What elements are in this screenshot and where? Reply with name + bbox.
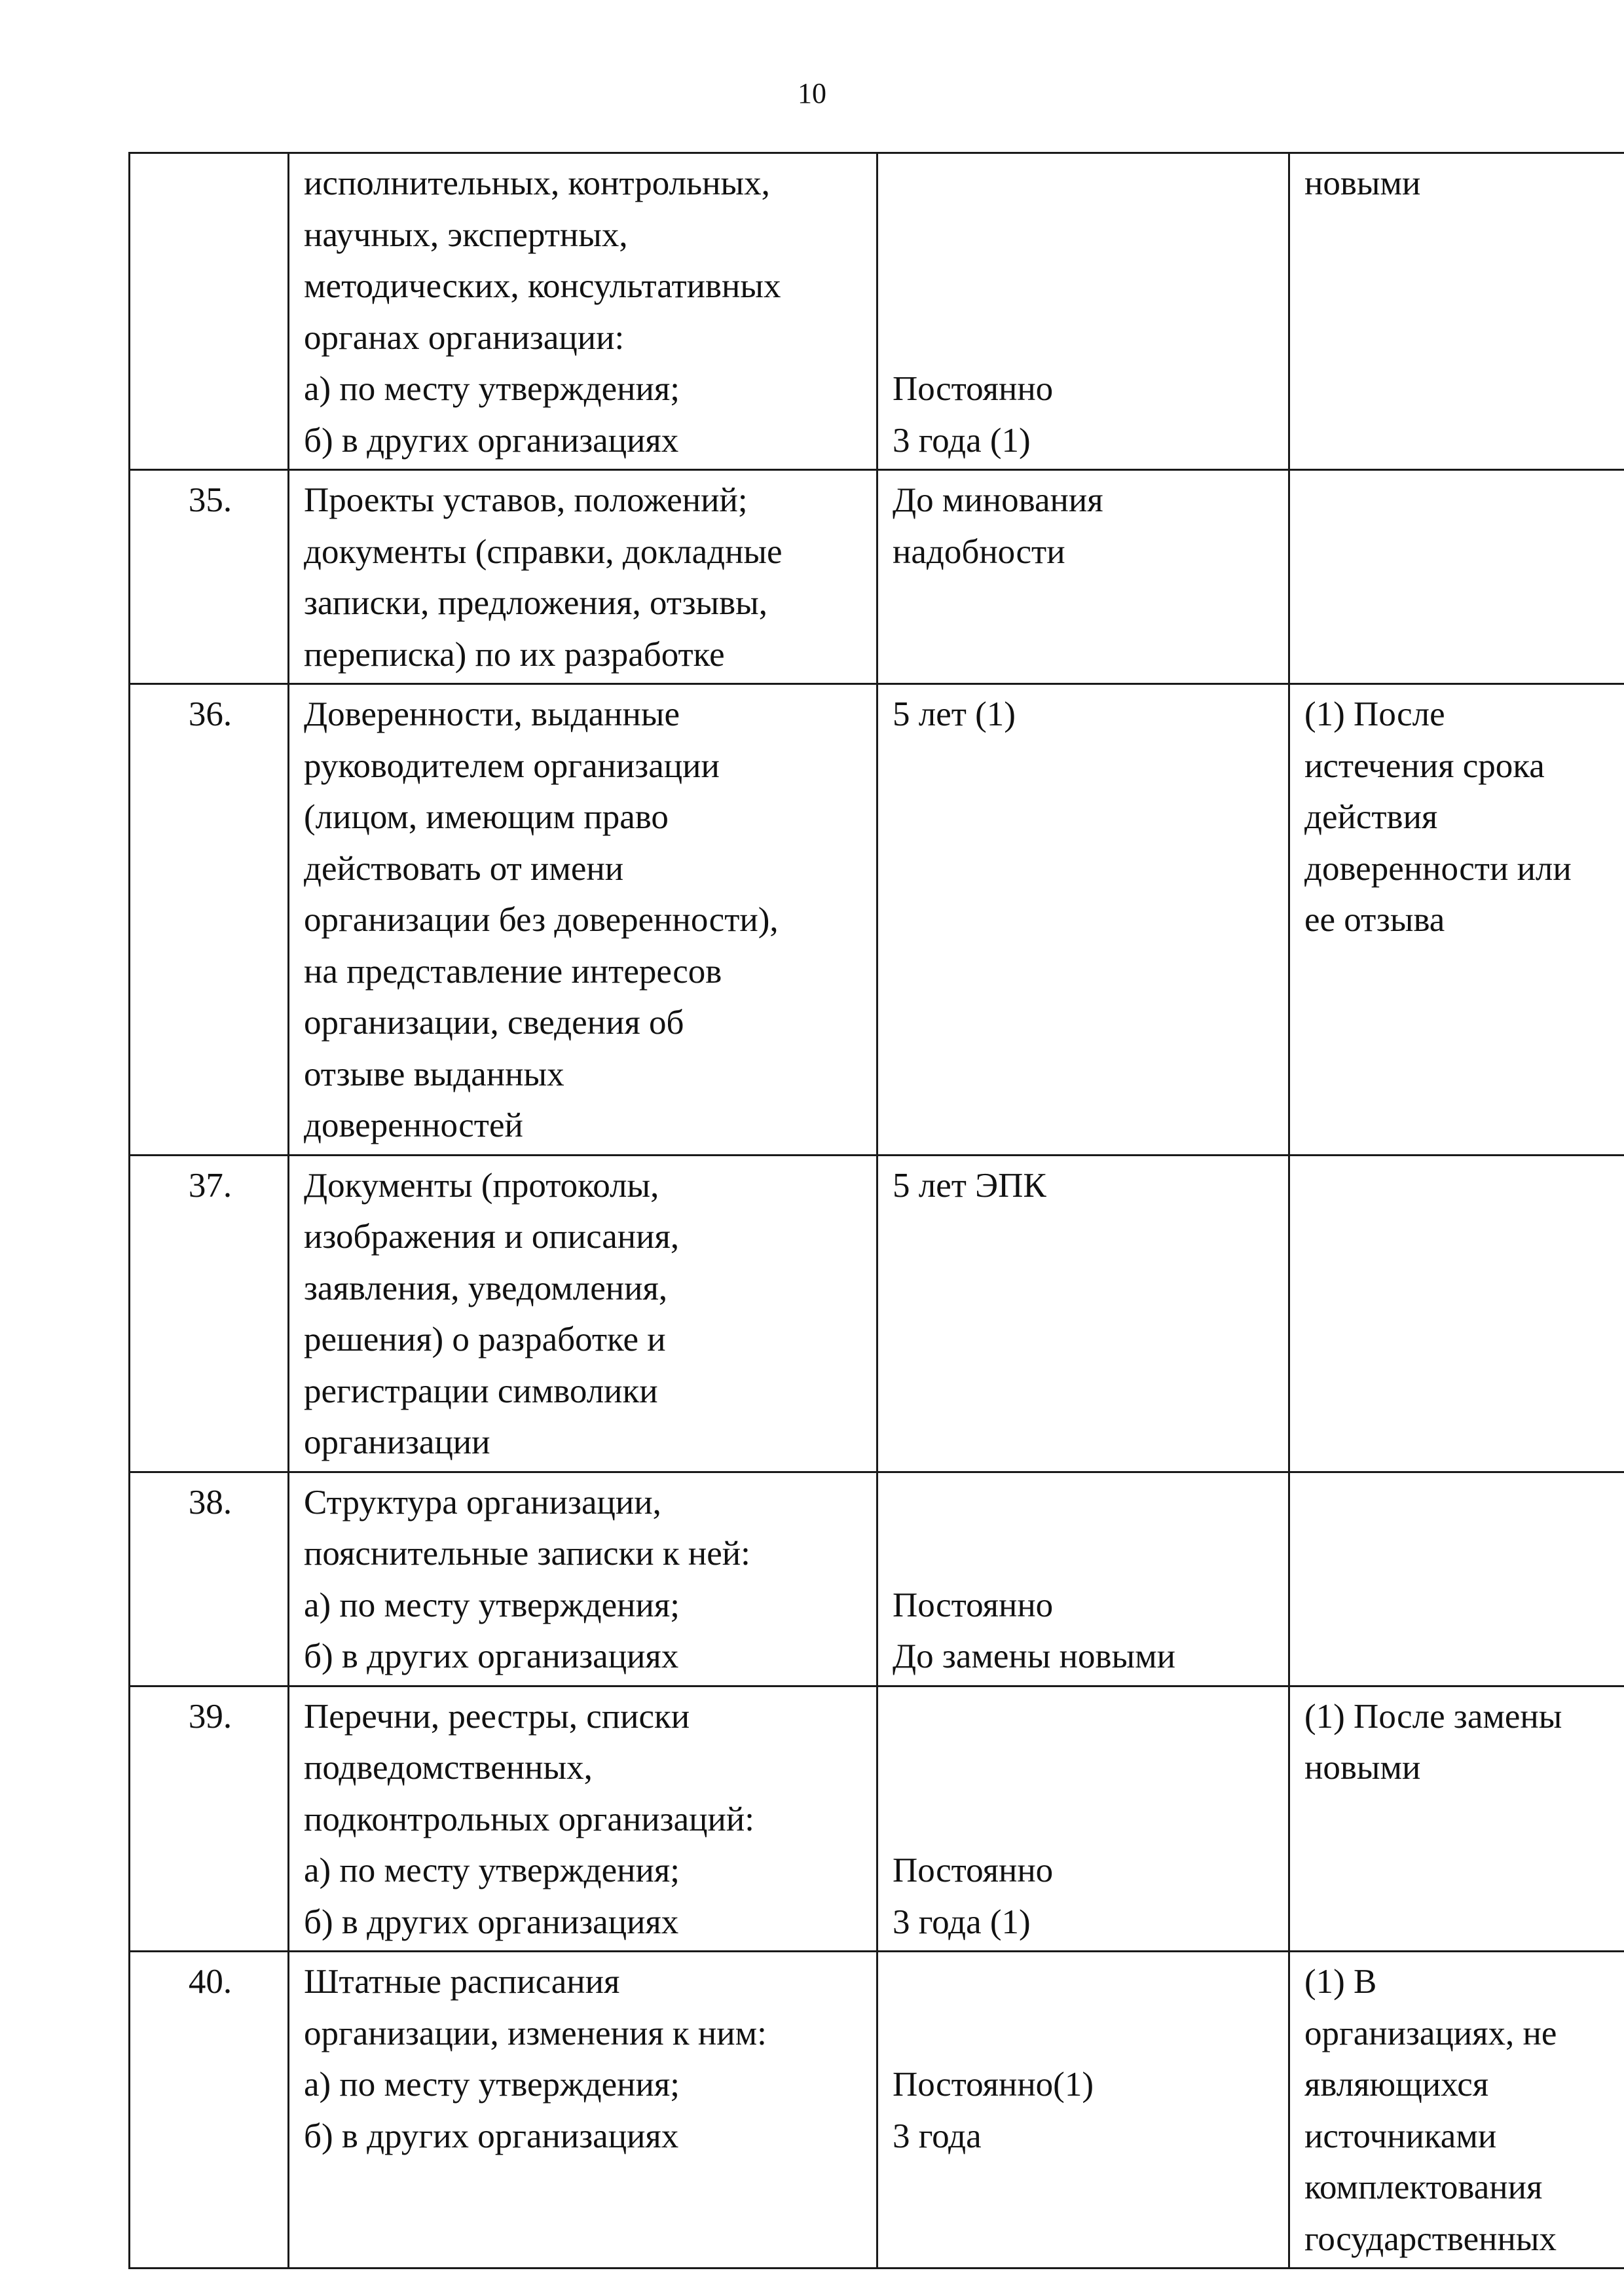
document-type-cell (289, 1952, 877, 2269)
retention-term-cell-line: Постоянно(1) (893, 2066, 1094, 2104)
document-type-cell-line: а) по месту утверждения; (304, 1586, 680, 1624)
retention-term-cell-line: Постоянно (893, 370, 1054, 408)
table-row (130, 1686, 1624, 1952)
retention-term-cell-line (893, 261, 1276, 312)
note-cell (1289, 1686, 1624, 1952)
note-cell (1289, 1155, 1624, 1472)
retention-term-cell (877, 1155, 1289, 1472)
item-number-cell: 36. (130, 684, 289, 1156)
document-type-cell-line (304, 2162, 864, 2214)
document-type-cell-line: Штатные расписания (304, 1963, 620, 2001)
document-type-cell-line: б) в других организациях (304, 1637, 679, 1675)
document-type-cell-line: переписка) по их разработке (304, 635, 725, 674)
item-number-cell: 35. (130, 470, 289, 684)
document-type-cell-line: органах организации: (304, 318, 625, 357)
document-type-cell (289, 1686, 877, 1952)
document-type-cell-line: Документы (протоколы, (304, 1166, 659, 1205)
document-type-cell-line: б) в других организациях (304, 1903, 679, 1941)
note-cell (1289, 684, 1624, 1156)
note-cell-line: (1) После замены (1304, 1697, 1562, 1736)
document-type-cell-line: организации, сведения об (304, 1004, 684, 1042)
document-type-cell-line: действовать от имени (304, 849, 624, 888)
item-number-cell (130, 153, 289, 470)
retention-term-cell-line (893, 1691, 1276, 1743)
table-row (130, 470, 1624, 684)
document-type-cell-line: б) в других организациях (304, 421, 679, 460)
retention-term-cell-line (893, 210, 1276, 261)
note-cell-line: организациях, не (1304, 2014, 1557, 2052)
document-type-cell (289, 470, 877, 684)
document-type-cell-line: организации без доверенности), (304, 901, 779, 939)
document-type-cell-line: решения) о разработке и (304, 1321, 666, 1358)
note-cell-line: (1) После (1304, 695, 1445, 733)
document-type-cell-line: а) по месту утверждения; (304, 2066, 680, 2104)
document-type-cell-line: б) в других организациях (304, 2117, 679, 2155)
document-type-cell-line: Проекты уставов, положений; (304, 481, 748, 519)
retention-table (128, 152, 1624, 2269)
document-type-cell-line: а) по месту утверждения; (304, 370, 680, 408)
note-cell-line: комплектования (1304, 2168, 1543, 2206)
document-type-cell-line: на представление интересов (304, 952, 722, 991)
document-type-cell-line: пояснительные записки к ней: (304, 1535, 750, 1573)
note-cell-line: доверенности или (1304, 849, 1572, 888)
retention-term-cell-line (893, 1477, 1276, 1529)
document-type-cell-line: подведомственных, (304, 1749, 593, 1787)
retention-term-cell-line: надобности (893, 532, 1065, 571)
document-type-cell-line: Доверенности, выданные (304, 695, 680, 733)
document-type-cell-line: отзыве выданных (304, 1055, 564, 1093)
document-type-cell-line: документы (справки, докладные (304, 532, 783, 571)
retention-term-cell-line: 3 года (1) (893, 421, 1031, 460)
document-type-cell-line: руководителем организации (304, 746, 720, 785)
note-cell (1289, 153, 1624, 470)
note-cell (1289, 1952, 1624, 2269)
document-type-cell-line: Структура организации, (304, 1483, 661, 1522)
retention-term-cell (877, 1686, 1289, 1952)
document-type-cell-line: изображения и описания, (304, 1218, 680, 1256)
retention-term-cell-line: 3 года (893, 2117, 982, 2155)
document-type-cell-line: методических, консультативных (304, 267, 781, 305)
table-row (130, 153, 1624, 470)
table-row (130, 1472, 1624, 1686)
note-cell-line: государственных (1304, 2219, 1557, 2258)
retention-term-cell (877, 153, 1289, 470)
document-type-cell-line: организации, изменения к ним: (304, 2014, 767, 2052)
document-type-cell-line: заявления, уведомления, (304, 1269, 668, 1307)
item-number-cell: 40. (130, 1952, 289, 2269)
note-cell-line: новыми (1304, 164, 1421, 202)
document-type-cell-line: подконтрольных организаций: (304, 1800, 754, 1838)
retention-term-cell-line: 5 лет ЭПК (893, 1166, 1046, 1205)
document-type-cell-line (304, 2214, 864, 2265)
table-row (130, 1155, 1624, 1472)
note-cell-line: действия (1304, 798, 1438, 836)
table-row (130, 684, 1624, 1156)
retention-term-cell-line: Постоянно (893, 1851, 1054, 1889)
item-number-cell: 39. (130, 1686, 289, 1952)
note-cell-line: источниками (1304, 2117, 1497, 2155)
document-type-cell (289, 1155, 877, 1472)
document-type-cell-line: исполнительных, контрольных, (304, 164, 770, 202)
note-cell-line: истечения срока (1304, 746, 1545, 785)
retention-term-cell-line (893, 312, 1276, 364)
retention-term-cell-line: До минования (893, 481, 1103, 519)
document-type-cell-line: организации (304, 1423, 490, 1461)
page-number: 10 (798, 77, 826, 109)
retention-term-cell-line (893, 1528, 1276, 1580)
retention-term-cell (877, 470, 1289, 684)
document-type-cell-line: научных, экспертных, (304, 215, 628, 254)
note-cell-line: являющихся (1304, 2066, 1489, 2104)
document-type-cell-line: доверенностей (304, 1106, 523, 1144)
retention-term-cell-line (893, 2008, 1276, 2060)
document-type-cell-line: записки, предложения, отзывы, (304, 584, 767, 622)
retention-term-cell-line: Постоянно (893, 1586, 1054, 1624)
retention-term-cell (877, 684, 1289, 1156)
retention-term-cell-line: До замены новыми (893, 1637, 1176, 1675)
document-type-cell-line: (лицом, имеющим право (304, 798, 669, 836)
retention-term-cell-line (893, 158, 1276, 210)
retention-term-cell (877, 1952, 1289, 2269)
retention-term-cell (877, 1472, 1289, 1686)
document-type-cell-line: Перечни, реестры, списки (304, 1697, 690, 1736)
document-type-cell (289, 153, 877, 470)
retention-term-cell-line (893, 1794, 1276, 1846)
note-cell-line: новыми (1304, 1749, 1421, 1787)
document-type-cell-line: регистрации символики (304, 1372, 658, 1410)
document-type-cell-line: а) по месту утверждения; (304, 1851, 680, 1889)
table-row (130, 1952, 1624, 2269)
note-cell (1289, 470, 1624, 684)
item-number-cell: 37. (130, 1155, 289, 1472)
retention-term-cell-line (893, 1742, 1276, 1794)
document-type-cell (289, 684, 877, 1156)
note-cell (1289, 1472, 1624, 1686)
retention-term-cell-line: 5 лет (1) (893, 695, 1016, 733)
document-type-cell (289, 1472, 877, 1686)
item-number-cell: 38. (130, 1472, 289, 1686)
retention-term-cell-line (893, 1956, 1276, 2008)
note-cell-line: ее отзыва (1304, 901, 1445, 939)
note-cell-line: (1) В (1304, 1963, 1377, 2001)
retention-term-cell-line: 3 года (1) (893, 1903, 1031, 1941)
